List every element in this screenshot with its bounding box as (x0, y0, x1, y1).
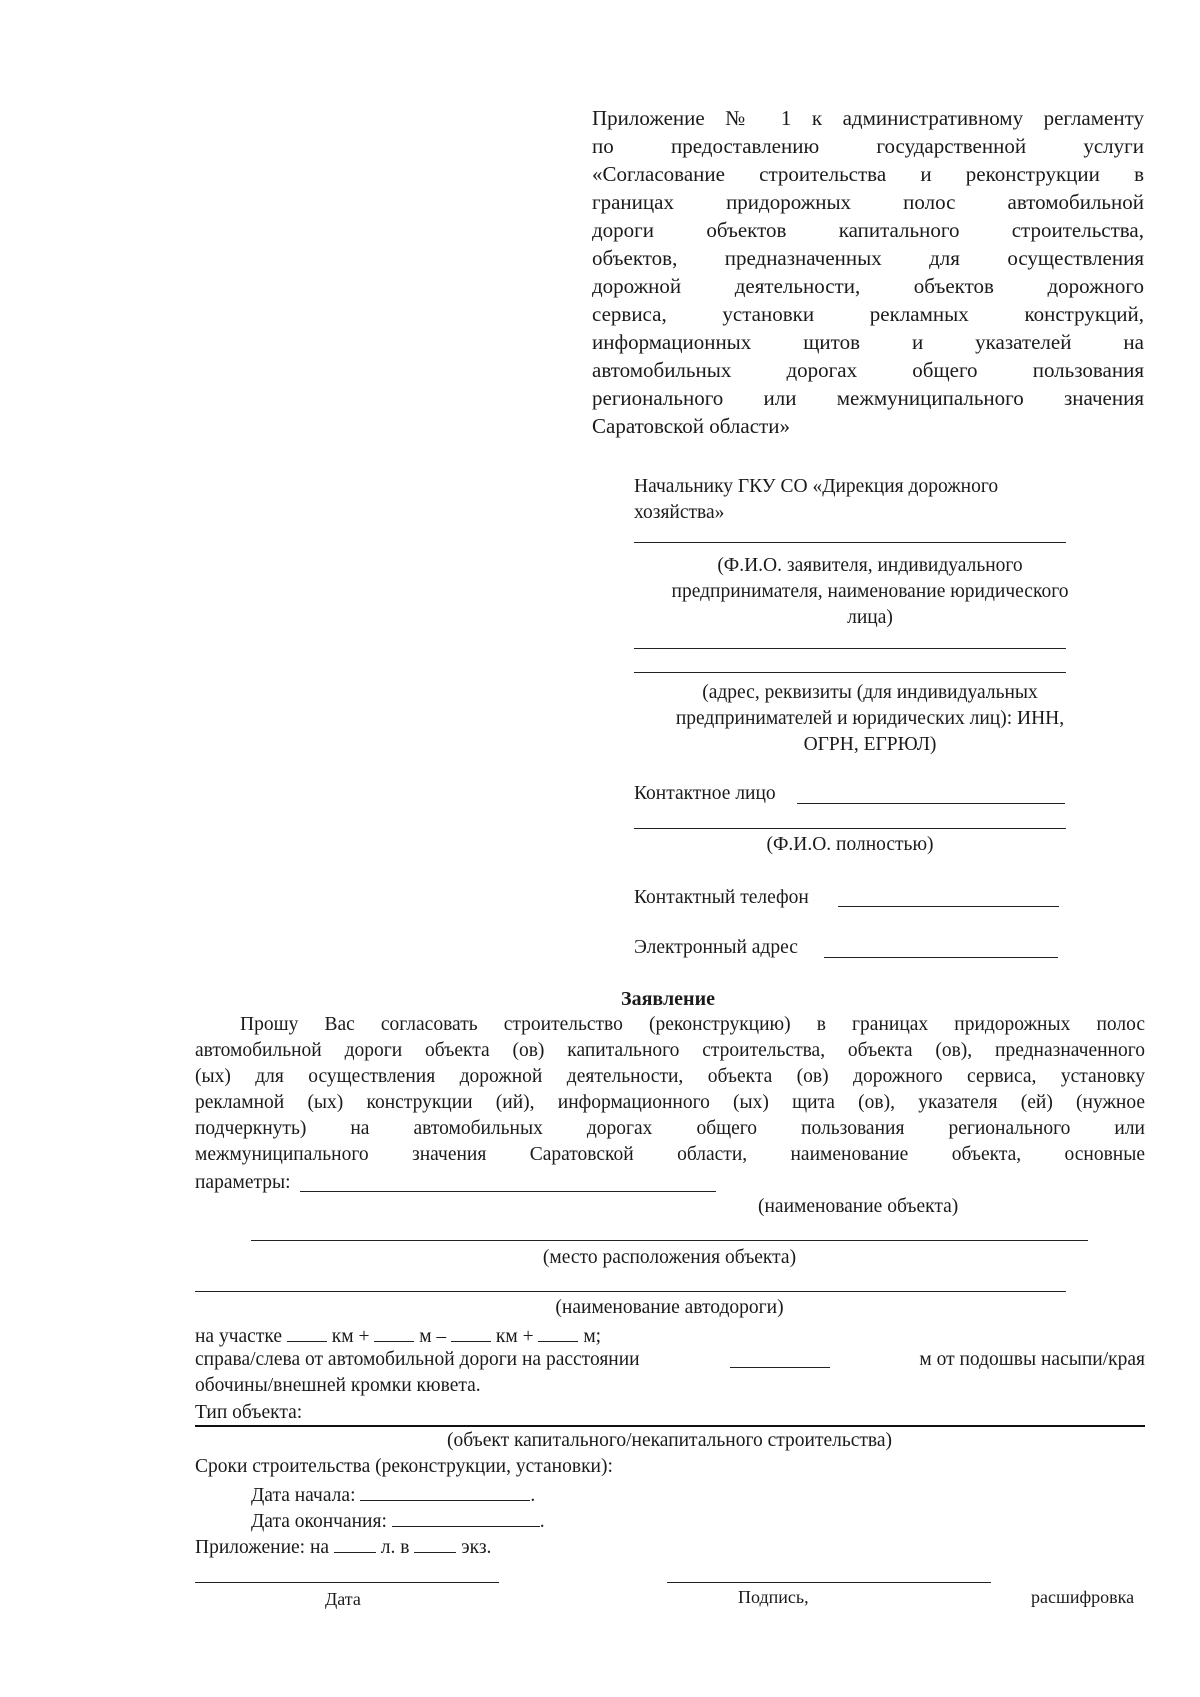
start-date-row (251, 1480, 535, 1509)
contact-person-caption: (Ф.И.О. полностью) (766, 834, 934, 855)
appendix-line: автомобильных дорогах общего пользования (592, 358, 1144, 382)
address-caption-2: предпринимателей и юридических лиц): ИНН, (675, 708, 1065, 729)
attachment-sheets-label: л. в (380, 1537, 410, 1558)
statement-line: рекламной (ых) конструкции (ий), информационного (ых) щита (ов), указателя (ей) (нужное (195, 1092, 1145, 1113)
section-m2-field[interactable] (538, 1321, 578, 1342)
distance-text-a: справа/слева от автомобильной дороги на расстоянии (195, 1349, 640, 1370)
address-field-line-2[interactable] (634, 672, 1066, 673)
section-m1-label: м – (419, 1326, 447, 1347)
section-km2-label: км + (495, 1326, 534, 1347)
appendix-line: по предоставлению государственной услуги (592, 134, 1144, 158)
appendix-line: объектов, предназначенных для осуществления (592, 246, 1144, 270)
section-prefix: на участке (195, 1326, 282, 1347)
appendix-header (592, 104, 1144, 440)
addressee-line-2: хозяйства» (634, 502, 725, 523)
object-type-caption: (объект капитального/некапитального строительства) (446, 1430, 893, 1451)
distance-line (195, 1347, 1145, 1373)
contact-person-field-line-2[interactable] (634, 828, 1066, 829)
sign-date-caption: Дата (325, 1589, 361, 1609)
object-name-caption: (наименование объекта) (758, 1196, 959, 1217)
distance-field[interactable] (730, 1347, 830, 1368)
terms-label: Сроки строительства (реконструкции, установки): (195, 1456, 613, 1477)
address-caption-3: ОГРН, ЕГРЮЛ) (803, 734, 937, 755)
object-type-field[interactable] (195, 1425, 1145, 1427)
object-type-label: Тип объекта: (195, 1402, 303, 1423)
appendix-line: сервиса, установки рекламных конструкций, (592, 302, 1144, 326)
address-field-line-1[interactable] (634, 648, 1066, 649)
section-line (195, 1321, 601, 1350)
appendix-line: Саратовской области» (592, 414, 790, 438)
sign-signature-caption: Подпись, (738, 1587, 809, 1607)
appendix-line: Приложение № 1 к административному регламенту (592, 106, 1144, 130)
start-date-label: Дата начала: (251, 1485, 356, 1506)
applicant-caption-2: предпринимателя, наименование юридического (671, 581, 1069, 602)
sign-transcript-caption: расшифровка (1031, 1587, 1135, 1607)
start-date-field[interactable] (360, 1480, 530, 1501)
address-caption-1: (адрес, реквизиты (для индивидуальных (702, 682, 1038, 703)
attachment-copies-label: экз. (461, 1537, 492, 1558)
section-m2-label: м; (583, 1326, 602, 1347)
params-field[interactable] (300, 1191, 716, 1192)
section-km2-field[interactable] (451, 1321, 491, 1342)
phone-field[interactable] (838, 906, 1059, 907)
statement-line: подчеркнуть) на автомобильных дорогах общего пользования регионального или (195, 1118, 1145, 1139)
appendix-line: информационных щитов и указателей на (592, 330, 1144, 354)
phone-label: Контактный телефон (634, 887, 809, 908)
road-name-field[interactable] (195, 1291, 1066, 1292)
statement-line: автомобильной дороги объекта (ов) капитального строительства, объекта (ов), предназначенного (195, 1040, 1145, 1061)
distance-line-2: обочины/внешней кромки кювета. (195, 1375, 481, 1396)
statement-line: межмуниципального значения Саратовской области, наименование объекта, основные (195, 1144, 1145, 1165)
appendix-line: границах придорожных полос автомобильной (592, 190, 1144, 214)
end-date-period: . (539, 1511, 545, 1532)
params-label: параметры: (195, 1172, 291, 1193)
email-field[interactable] (824, 957, 1058, 958)
email-label: Электронный адрес (634, 937, 798, 958)
attachment-sheets-field[interactable] (334, 1532, 376, 1553)
contact-person-label: Контактное лицо (634, 783, 776, 804)
attachment-copies-field[interactable] (414, 1532, 456, 1553)
appendix-line: «Согласование строительства и реконструкции в (592, 162, 1144, 186)
location-field[interactable] (251, 1240, 1088, 1241)
appendix-line: регионального или межмуниципального значения (592, 386, 1144, 410)
end-date-row (251, 1506, 545, 1535)
appendix-line: дорожной деятельности, объектов дорожного (592, 274, 1144, 298)
end-date-label: Дата окончания: (251, 1511, 387, 1532)
distance-text-b: м от подошвы насыпи/края (919, 1349, 1145, 1370)
contact-person-field[interactable] (797, 803, 1065, 804)
attachment-prefix: Приложение: на (195, 1537, 330, 1558)
appendix-line: дороги объектов капитального строительства, (592, 218, 1144, 242)
applicant-caption-3: лица) (847, 607, 893, 628)
statement-line: Прошу Вас согласовать строительство (реконструкцию) в границах придорожных полос (240, 1014, 1145, 1035)
attachment-row (195, 1532, 491, 1561)
applicant-caption-1: (Ф.И.О. заявителя, индивидуального (717, 555, 1023, 576)
location-caption: (место расположения объекта) (542, 1247, 797, 1268)
end-date-field[interactable] (392, 1506, 540, 1527)
road-name-caption: (наименование автодороги) (555, 1297, 784, 1318)
addressee-line-1: Начальнику ГКУ СО «Дирекция дорожного (634, 476, 999, 497)
start-date-period: . (530, 1485, 536, 1506)
section-km1-field[interactable] (287, 1321, 327, 1342)
applicant-field-line[interactable] (634, 542, 1066, 543)
statement-title: Заявление (621, 988, 715, 1010)
date-signature-line[interactable] (195, 1582, 499, 1583)
section-m1-field[interactable] (374, 1321, 414, 1342)
section-km1-label: км + (331, 1326, 370, 1347)
statement-line: (ых) для осуществления дорожной деятельности, объекта (ов) дорожного сервиса, установку (195, 1066, 1145, 1087)
signature-line[interactable] (667, 1582, 991, 1583)
